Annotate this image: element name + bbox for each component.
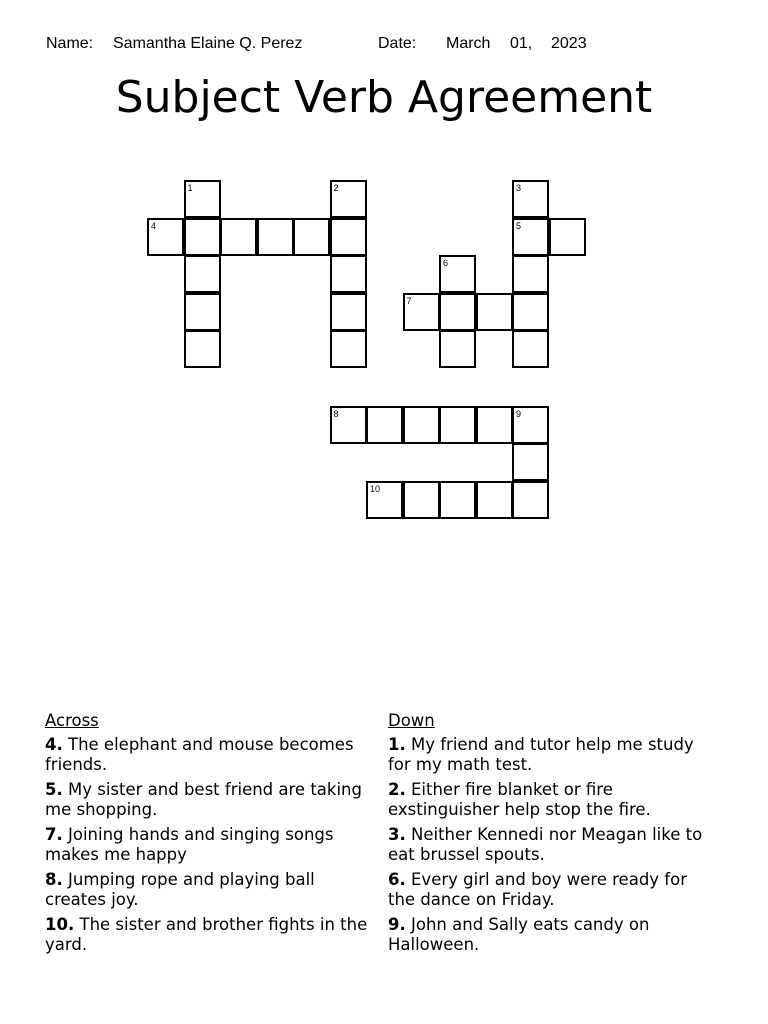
grid-cell[interactable] xyxy=(439,481,476,519)
clue-down-1 xyxy=(388,735,718,775)
grid-cell[interactable] xyxy=(184,255,221,293)
grid-cell[interactable] xyxy=(366,406,403,444)
grid-cell[interactable] xyxy=(512,406,549,444)
grid-cell[interactable] xyxy=(476,406,513,444)
clue-number: 6. xyxy=(388,870,406,889)
across-heading: Across xyxy=(45,711,99,730)
grid-cell[interactable] xyxy=(512,330,549,368)
grid-cell[interactable] xyxy=(330,218,367,256)
grid-cell[interactable] xyxy=(512,180,549,218)
date-year: 2023 xyxy=(551,35,587,52)
clue-number: 7. xyxy=(45,825,63,844)
grid-cell[interactable] xyxy=(403,481,440,519)
clue-number: 2. xyxy=(388,780,406,799)
date-month: March xyxy=(446,35,491,52)
clue-across-7 xyxy=(45,825,370,865)
clue-down-6 xyxy=(388,870,718,910)
grid-number: 8 xyxy=(333,408,339,419)
grid-cell[interactable] xyxy=(512,481,549,519)
grid-number: 7 xyxy=(406,295,412,306)
clue-down-3 xyxy=(388,825,718,865)
clue-text: Joining hands and singing songs makes me happy xyxy=(45,825,334,864)
page-title: Subject Verb Agreement xyxy=(115,72,653,123)
grid-cell[interactable] xyxy=(293,218,330,256)
grid-cell[interactable] xyxy=(476,293,513,331)
date-label: Date: xyxy=(378,35,417,52)
clue-text: Jumping rope and playing ball creates joy. xyxy=(45,870,315,909)
clue-text: My friend and tutor help me study for my math test. xyxy=(388,735,694,774)
grid-cell[interactable] xyxy=(330,293,367,331)
clue-across-8 xyxy=(45,870,370,910)
grid-number: 5 xyxy=(516,220,522,231)
grid-number: 2 xyxy=(333,183,339,193)
clue-text: John and Sally eats candy on Halloween. xyxy=(388,915,650,954)
grid-number: 1 xyxy=(187,183,193,193)
clue-text: Every girl and boy were ready for the dance on Friday. xyxy=(388,870,687,909)
grid-cell[interactable] xyxy=(439,330,476,368)
clue-number: 5. xyxy=(45,780,63,799)
clue-text: My sister and best friend are taking me shopping. xyxy=(45,780,362,819)
grid-cell[interactable] xyxy=(512,218,549,256)
clue-across-4 xyxy=(45,735,370,775)
down-clues xyxy=(388,711,718,960)
date-day: 01, xyxy=(510,35,533,52)
grid-cell[interactable] xyxy=(330,330,367,368)
clue-down-9 xyxy=(388,915,718,955)
clue-number: 4. xyxy=(45,735,63,754)
clue-text: Neither Kennedi nor Meagan like to eat brussel spouts. xyxy=(388,825,703,864)
clue-text: The elephant and mouse becomes friends. xyxy=(45,735,354,774)
clue-across-10 xyxy=(45,915,370,955)
grid-cell[interactable] xyxy=(366,481,403,519)
grid-cell[interactable] xyxy=(512,293,549,331)
name-value: Samantha Elaine Q. Perez xyxy=(113,35,303,52)
grid-number: 10 xyxy=(370,483,381,494)
grid-cell[interactable] xyxy=(476,481,513,519)
clue-number: 3. xyxy=(388,825,406,844)
grid-cell[interactable] xyxy=(147,218,184,256)
clue-down-2 xyxy=(388,780,718,820)
grid-cell[interactable] xyxy=(330,180,367,218)
across-clues xyxy=(45,711,370,960)
grid-cell[interactable] xyxy=(330,255,367,293)
clue-number: 1. xyxy=(388,735,406,754)
clue-number: 10. xyxy=(45,915,75,934)
grid-cell[interactable] xyxy=(220,218,257,256)
grid-cell[interactable] xyxy=(330,406,367,444)
name-label: Name: xyxy=(46,35,94,52)
grid-cell[interactable] xyxy=(257,218,294,256)
grid-cell[interactable] xyxy=(403,406,440,444)
grid-number: 9 xyxy=(516,408,522,419)
grid-number: 3 xyxy=(516,183,522,193)
grid-number: 6 xyxy=(443,258,449,269)
clue-across-5 xyxy=(45,780,370,820)
grid-cell[interactable] xyxy=(512,443,549,481)
down-heading: Down xyxy=(388,711,435,730)
clue-text: The sister and brother fights in the yard. xyxy=(45,915,368,954)
clue-number: 8. xyxy=(45,870,63,889)
grid-cell[interactable] xyxy=(549,218,586,256)
grid-cell[interactable] xyxy=(512,255,549,293)
grid-cell[interactable] xyxy=(184,293,221,331)
grid-cell[interactable] xyxy=(184,180,221,218)
grid-cell[interactable] xyxy=(184,330,221,368)
grid-cell[interactable] xyxy=(184,218,221,256)
clue-text: Either fire blanket or fire exstinguisher help stop the fire. xyxy=(388,780,651,819)
clue-number: 9. xyxy=(388,915,406,934)
grid-cell[interactable] xyxy=(439,293,476,331)
grid-cell[interactable] xyxy=(403,293,440,331)
grid-cell[interactable] xyxy=(439,406,476,444)
grid-number: 4 xyxy=(151,220,157,231)
grid-cell[interactable] xyxy=(439,255,476,293)
